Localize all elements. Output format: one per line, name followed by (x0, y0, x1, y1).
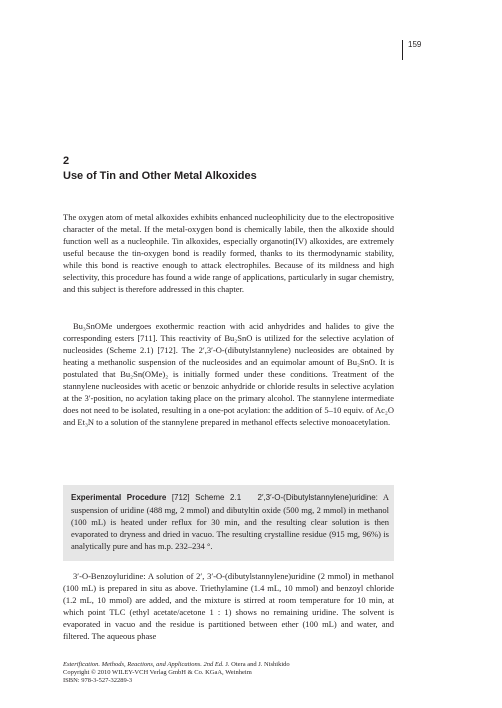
intro-paragraph: The oxygen atom of metal alkoxides exhibits enhanced nucleophilicity due to the electropositive character of the metal. If the metal-oxygen bond is chemically labile, then the alkoxide should function well as a nucleophile. Tin alkoxides, especially organotin(IV) alkoxides, are extremely useful because the tin-oxygen bond is readily formed, thanks to its thermodynamic stability, while this bond is reactive enough to attack electrophiles. Because of its mildness and high selectivity, this procedure has found a wide range of applications, particularly in sugar chemistry, and this subject is therefore addressed in this chapter. (63, 212, 394, 294)
experimental-reference: [712] Scheme 2.1 (171, 493, 242, 502)
experimental-procedure-box (63, 485, 394, 561)
experimental-body: A suspension of uridine (488 mg, 2 mmol) and dibutyltin oxide (500 mg, 2 mmol) in methanol (100 mL) is heated under reflux for 30 min, and the resulting clear solution is then evaporated to dryness and dried in vacuo. The resulting crystalline residue (915 mg, 96%) is analytically pure and has m.p. 232–234 °. (71, 492, 390, 551)
chapter-number: 2 (63, 155, 70, 167)
page-number: 159 (402, 40, 421, 60)
footer-book-line (63, 661, 403, 669)
publication-footer (63, 661, 403, 685)
footer-copyright: Copyright © 2010 WILEY-VCH Verlag GmbH & Co. KGaA, Weinheim (63, 669, 252, 676)
footer-isbn: ISBN: 978-3-527-32289-3 (63, 677, 133, 684)
experimental-title: 2′,3′-O-(Dibutylstannylene)uridine: (257, 493, 378, 502)
experimental-procedure-text (71, 491, 389, 552)
acylation-paragraph: Bu₃SnOMe undergoes exothermic reaction with acid anhydrides and halides to give the corresponding esters [711]. This reactivity of Bu₂SnO is utilized for the selective acylation of nucleosides (Scheme 2.1) [712]. The 2′,3′-O-(dibutylstannylene) nucleosides are obtained by heating a methanolic suspension of the nucleosides and an equimolar amount of Bu₂SnO. It is postulated that Bu₂Sn(OMe)₂ is initially formed under these conditions. Treatment of the stannylene nucleosides with acetic or benzoic anhydride or chloride results in selective acylation at the 3′-position, no acylation taking place on the primary alcohol. The stannylene intermediate does not need to be isolated, resulting in a one-pot acylation: the addition of 5–10 equiv. of Ac₂O and Et₃N to a solution of the stannylene prepared in methanol effects selective monoacetylation. (63, 321, 394, 427)
benzoyluridine-paragraph: 3′-O-Benzoyluridine: A solution of 2′, 3′-O-(dibutylstannylene)uridine (2 mmol) in methanol (100 mL) is prepared in situ as above. Triethylamine (1.4 mL, 10 mmol) and benzoyl chloride (1.2 mL, 10 mmol) are added, and the mixture is stirred at room temperature for 10 min, at which point TLC (ethyl acetate/acetone 1 : 1) shows no remaining uridine. The solvent is evaporated in vacuo and the residue is partitioned between ether (100 mL) and water, and filtered. The aqueous phase (63, 571, 394, 641)
experimental-heading: Experimental Procedure (71, 493, 167, 502)
footer-authors: J. Otera and J. Nishikido (225, 661, 290, 668)
footer-book-title: Esterification. Methods, Reactions, and Applications. 2nd Ed. (63, 661, 224, 668)
chapter-title: Use of Tin and Other Metal Alkoxides (63, 170, 257, 182)
